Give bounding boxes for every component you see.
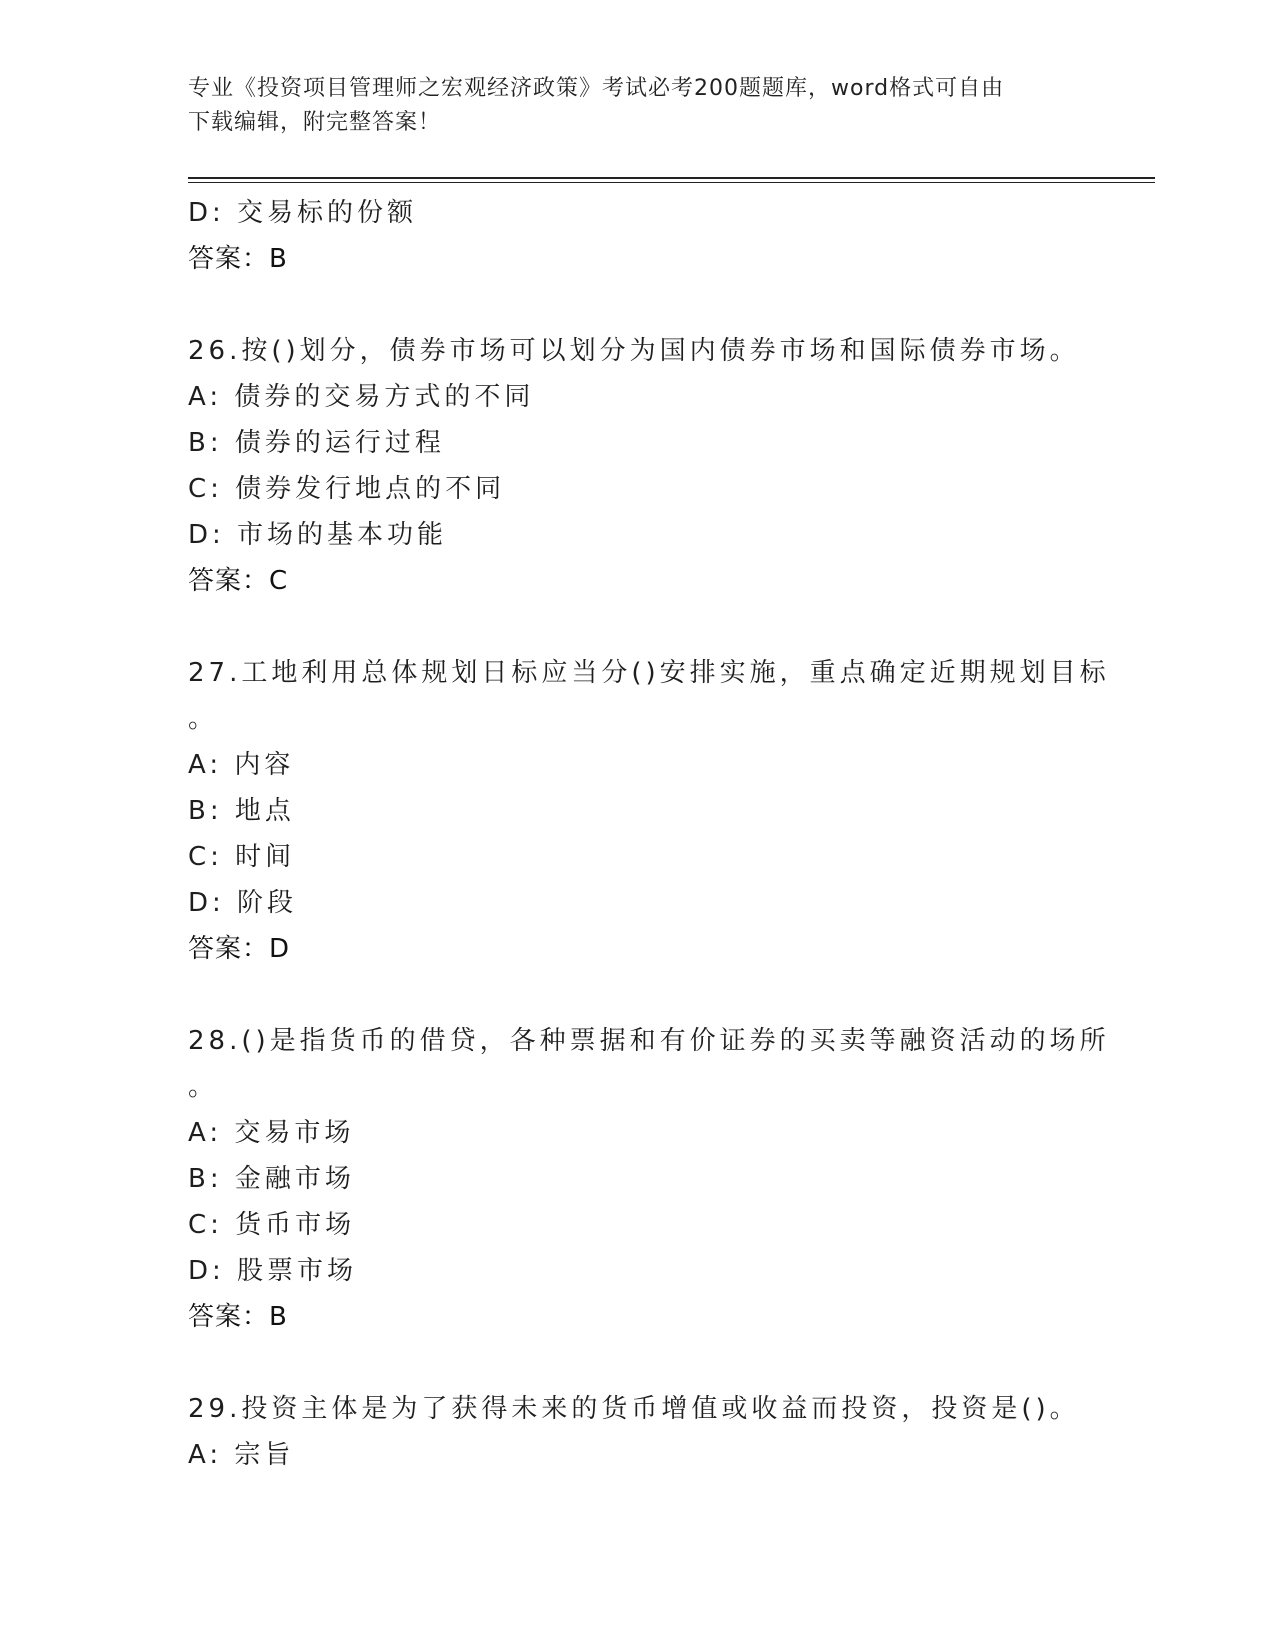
question-28-block	[188, 1018, 1110, 1340]
spacer	[188, 1340, 1088, 1386]
option-a: A: 宗旨	[188, 1440, 295, 1470]
option-c: C: 货币市场	[188, 1210, 356, 1240]
spacer	[188, 282, 1088, 328]
option-c: C: 债券发行地点的不同	[188, 474, 506, 504]
question-stem-line-1: 28.()是指货币的借贷，各种票据和有价证券的买卖等融资活动的场所	[188, 1026, 1110, 1056]
option-d: D: 阶段	[188, 888, 298, 918]
option-b: B: 金融市场	[188, 1164, 355, 1194]
spacer	[188, 972, 1088, 1018]
question-25-block	[188, 190, 1088, 282]
question-27-block	[188, 650, 1110, 972]
header-title-line-1: 专业《投资项目管理师之宏观经济政策》考试必考200题题库，word格式可自由	[188, 76, 1005, 101]
answer-line: 答案：D	[188, 934, 291, 964]
option-d: D: 股票市场	[188, 1256, 358, 1286]
option-a: A: 内容	[188, 750, 295, 780]
option-c: C: 时间	[188, 842, 296, 872]
answer-line: 答案：B	[188, 244, 288, 274]
option-a: A: 债券的交易方式的不同	[188, 382, 535, 412]
question-29-block	[188, 1386, 1088, 1478]
option-d: D: 市场的基本功能	[188, 520, 448, 550]
answer-line: 答案：B	[188, 1302, 288, 1332]
document-header	[188, 72, 1088, 140]
question-26-block	[188, 328, 1088, 604]
question-stem-line-1: 27.工地利用总体规划日标应当分()安排实施，重点确定近期规划目标	[188, 658, 1110, 688]
option-d: D: 交易标的份额	[188, 198, 418, 228]
header-title-line-2: 下载编辑，附完整答案！	[188, 110, 442, 135]
header-divider-thick	[188, 177, 1155, 179]
question-stem: 26.按()划分，债券市场可以划分为国内债券市场和国际债券市场。	[188, 336, 1080, 366]
header-divider-thin	[188, 182, 1155, 183]
question-stem: 29.投资主体是为了获得未来的货币增值或收益而投资，投资是()。	[188, 1394, 1080, 1424]
spacer	[188, 604, 1088, 650]
question-stem-line-2: 。	[188, 704, 219, 734]
option-a: A: 交易市场	[188, 1118, 355, 1148]
option-b: B: 债券的运行过程	[188, 428, 445, 458]
answer-line: 答案：C	[188, 566, 289, 596]
question-list	[188, 190, 1110, 1478]
option-b: B: 地点	[188, 796, 295, 826]
question-stem-line-2: 。	[188, 1072, 219, 1102]
